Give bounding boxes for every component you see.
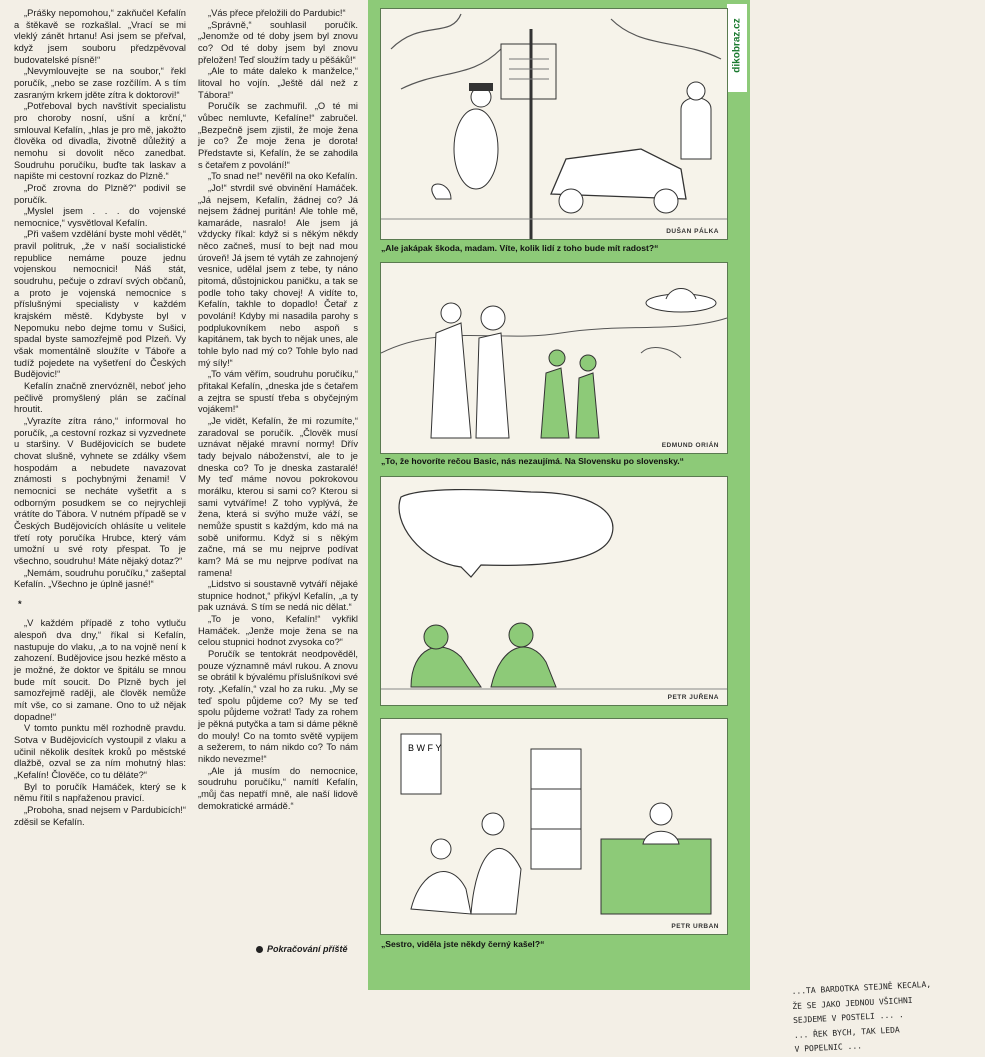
- paragraph: „Jo!“ stvrdil své obvinění Hamáček. „Já nejsem, Kefalín, žádnej co? Já nejsem žádnej puritán! Ale tohle mě, kamaráde, nasralo! Ale jsem já vždycky říkal: když si s někým někdy něco začneš, musí to bejt nad mou úroveň! Já jsem té vytáh ze zahnojený vesnice, udělal jsem z tebe, ty náno pitomá, důstojnickou paničku, a tak se podle toho taky chovej! A vidíte to, Kefalín, takhle to dopadlo! Četař z povolání! Kdyby mi nasadila parohy s podplukovníkem nebo aspoň s kapitánem, tak bych to nějak unes, ale tohle bylo nad mý co? Tohle bylo nad mý síly!“: [198, 182, 358, 368]
- artist-credit: PETR URBAN: [671, 923, 719, 930]
- bullet-icon: [256, 946, 263, 953]
- continued-text: Pokračování příště: [267, 944, 348, 954]
- artist-credit: EDMUND ORIÁN: [661, 442, 719, 449]
- speech-line: V POPELNIC ...: [794, 1041, 863, 1054]
- paragraph: Kefalín značně znervózněl, neboť jeho pečlivě promyšlený plán se začínal hroutit.: [14, 381, 186, 415]
- cartoon-2-caption: „To, že hovoríte rečou Basic, nás nezaujímá. Na Slovensku po slovensky.“: [381, 456, 684, 466]
- cartoon-4: [380, 718, 728, 935]
- paragraph: V tomto punktu měl rozhodně pravdu. Sotva v Budějovicích vystoupil z vlaku a učinil několik desítek kroků po městské dlažbě, ozval se za ním mohutný hlas: „Kefalín! Člověče, co tu děláte?“: [14, 723, 186, 780]
- cartoon-3-drawing: [381, 477, 727, 705]
- paragraph: „Myslel jsem . . . do vojenské nemocnice,“ vysvětloval Kefalín.: [14, 206, 186, 228]
- paragraph: Poručík se zachmuřil. „O té mi vůbec nemluvte, Kefalíne!“ zabručel. „Bezpečně jsem zjistil, že moje žena je co? Že moje žena je dorota! Představte si, Kefalín, že se zahodila s četařem z povolání!“: [198, 101, 358, 170]
- speech-line: SEJDEME V POSTELI ... .: [792, 1010, 904, 1025]
- paragraph: „Je vidět, Kefalín, že mi rozumíte,“ zaradoval se poručík. „Člověk musí uznávat nějaké mravní normy! Dřív tady bejvalo náboženství, ale to je dneska co? To je dneska zastaralé! My teď máme novou pokrokovou morálku, kterou si sami co? Kterou si sami vytváříme! Z toho vyplývá, že žena, která si svýho muže váží, se nemůže spustit s každým, kdo má na sobě uniformu. Když si s někým začne, má se mu nejprve podívat kam? Má se mu nejprve podívat na ramena!: [198, 415, 358, 578]
- paragraph: „Prášky nepomohou,“ zakňučel Kefalín a štěkavě se rozkašlal. „Vrací se mi vleklý zánět hrtanu! Asi jsem se přeřval, když jsem souboru předzpěvoval budovatelské písně!“: [14, 8, 186, 65]
- paragraph: „Potřeboval bych navštívit specialistu pro choroby nosní, ušní a krční,“ smlouval Kefalín, „hlas je pro mě, jakožto člověka od divadla, životně důležitý a nemohu si dovolit něco zanedbat. Soudruhu poručíku, buďte tak laskav a napište mi cestovní rozkaz do Plzně.“: [14, 101, 186, 182]
- paragraph: „Vás přece přeložili do Pardubic!“: [208, 8, 346, 18]
- watermark: [727, 4, 747, 92]
- cartoon-2-drawing: [381, 263, 727, 453]
- cartoon-4-drawing: [381, 719, 727, 934]
- paragraph: *: [18, 598, 22, 609]
- paragraph: „Nevymlouvejte se na soubor,“ řekl poručík, „nebo se zase rozčílím. A s tím zasraným krkem jděte zítra k doktorovi!“: [14, 66, 186, 100]
- paragraph: „To je vono, Kefalín!“ vykřikl Hamáček. „Jenže moje žena se na celou stupnici hodnot zvysoka co?“: [198, 614, 358, 648]
- speech-bubble-text: [791, 975, 985, 1057]
- cartoon-1-drawing: [381, 9, 727, 239]
- cartoon-1-caption: „Ale jakápak škoda, madam. Víte, kolik lidí z toho bude mít radost?“: [381, 243, 659, 253]
- paragraph: „To snad ne!“ nevěřil na oko Kefalín.: [208, 171, 358, 182]
- paragraph: Poručík se tentokrát neodpověděl, pouze významně mávl rukou. A znovu se obrátil k bývalému příslušníkovi své roty. „Kefalín,“ vzal ho za ruku. „My se teď spolu půjdeme co? My se teď spolu půjdeme vožrat! Tady za rohem je pěkná putyčka a tam si dáme pěkně do mouly! Co na tomto světě vypijem a sežerem, to nám nikdo co? To nám nikdo nevezme!“: [198, 649, 358, 764]
- paragraph: „Vyrazíte zítra ráno,“ informoval ho poručík, „a cestovní rozkaz si vyzvednete u staršiny. V Budějovicích se budete chovat slušně, vyhnete se zdálky všem hospodám a nebudete navazovat známosti s pochybnými ženami! V nemocnici se necháte vyšetřit a s odborným posudkem se co nejrychleji vrátíte do Tábora. V nutném případě se v Českých Budějovicích ohlásíte u velitele třetí roty poručíka Hrubce, který vám umožní u své roty přespat. To je všechno, soudruhu! Máte nějaký dotaz?“: [14, 415, 186, 566]
- speech-line: ŽE SE JAKO JEDNOU VŠICHNI: [792, 995, 913, 1011]
- watermark-text: dikobraz.cz: [731, 18, 743, 73]
- paragraph: „Proboha, snad nejsem v Pardubicích!“ zděsil se Kefalín.: [14, 804, 186, 827]
- text-column-right: [198, 8, 358, 812]
- paragraph: „Při vašem vzdělání byste mohl vědět,“ pravil politruk, „že v naší socialistické republice nemáme pouze jednu vojenskou nemocnici! Náš stát, soudruhu, pečuje o zdraví svých občanů, a proto je vojenská nemocnice s příslušnými specialisty v každém krajském městě. Kdybyste byl v Nepomuku nebo dejme tomu v Sušici, spadal byste samozřejmě pod Plzeň. Vy však momentálně sloužíte v Táboře a tudíž pojedete na vyšetření do Českých Budějovic!“: [14, 229, 186, 380]
- paragraph: „Ale já musím do nemocnice, soudruhu poručíku,“ namítl Kefalín, „můj čas nepatří mně, ale naší lidově demokratické armádě.“: [198, 765, 358, 811]
- paragraph: Byl to poručík Hamáček, který se k němu řítil s napřaženou pravicí.: [14, 781, 186, 804]
- artist-credit: PETR JUŘENA: [667, 694, 719, 701]
- artist-credit: DUŠAN PÁLKA: [666, 228, 719, 235]
- eye-chart-text: B W F Y: [408, 743, 442, 753]
- cartoon-2: [380, 262, 728, 454]
- paragraph: „To vám věřím, soudruhu poručíku,“ přitakal Kefalín, „dneska jde s četařem a zejtra se spustí třeba s obyčejným vojákem!“: [198, 369, 358, 415]
- text-column-left: [14, 8, 186, 828]
- paragraph: „Proč zrovna do Plzně?“ podivil se poručík.: [14, 182, 186, 205]
- speech-line: ... ŘEK BYCH, TAK LEDA: [793, 1024, 900, 1040]
- cartoon-1: [380, 8, 728, 240]
- paragraph: „V každém případě z toho vytluču alespoň dva dny,“ říkal si Kefalín, nastupuje do vlaku, „a to na vojně není k zahození. Budějovice jsou hezké město a je možné, že doktor ve špitálu se mnou bude mít soucit. Do Plzně bych jel samozřejmě raději, ale člověk nemůže mít vše, co si zamane. Ono to už nějak dopadne!“: [14, 618, 186, 722]
- speech-line: ...TA BARDOTKA STEJNĚ KECALA,: [791, 979, 932, 997]
- continued-note: [256, 944, 348, 954]
- cartoon-4-caption: „Sestro, viděla jste někdy černý kašel?“: [381, 939, 545, 949]
- paragraph: „Nemám, soudruhu poručíku,“ zašeptal Kefalín. „Všechno je úplně jasné!“: [14, 567, 186, 590]
- paragraph: „Správně,“ souhlasil poručík. „Jenomže od té doby jsem byl znovu co? Od té doby jsem byl znovu přeložen! Teď sloužím tady u pěšáků!“: [198, 19, 358, 65]
- paragraph: „Lidstvo si soustavně vytváří nějaké stupnice hodnot,“ přikývl Kefalín, „a ty pak uznává. S tím se nedá nic dělat.“: [198, 579, 358, 613]
- paragraph: „Ale to máte daleko k manželce,“ litoval ho vojín. „Ještě dál než z Tábora!“: [198, 66, 358, 100]
